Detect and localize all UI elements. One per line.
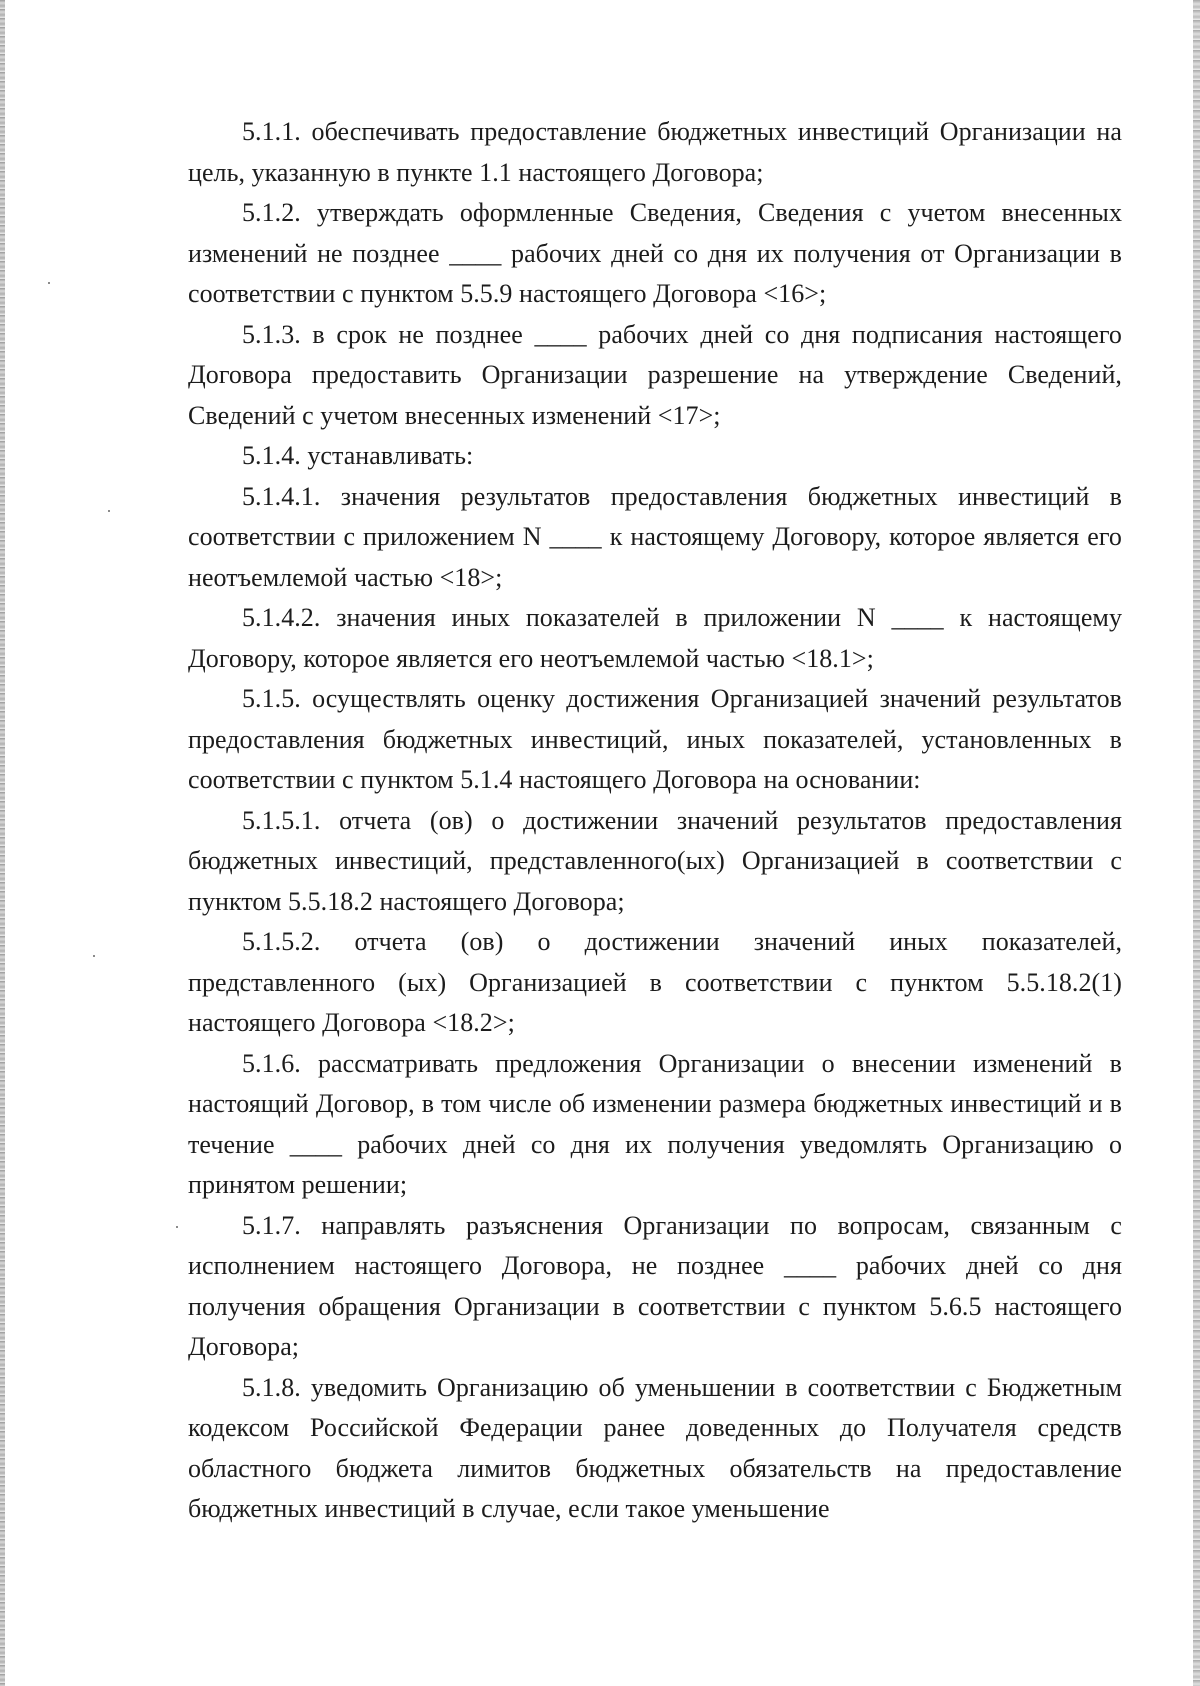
scan-speck xyxy=(176,1226,178,1228)
document-page xyxy=(188,112,1122,1530)
clause-5-1-5-1: 5.1.5.1. отчета (ов) о достижении значений результатов предоставления бюджетных инвестиций, представленного(ых) Организацией в соответствии с пунктом 5.5.18.2 настоящего Договора; xyxy=(188,805,1122,916)
clause-5-1-2: 5.1.2. утверждать оформленные Сведения, Сведения с учетом внесенных изменений не позднее ____ рабочих дней со дня их получения от Организации в соответствии с пунктом 5.5.9 настоящего Договора <16>; xyxy=(188,198,1122,308)
clause-5-1-5-2: 5.1.5.2. отчета (ов) о достижении значений иных показателей, представленного (ых) Организацией в соответствии с пунктом 5.5.18.2(1) настоящего Договора <18.2>; xyxy=(188,927,1122,1037)
clause-5-1-6: 5.1.6. рассматривать предложения Организации о внесении изменений в настоящий Договор, в том числе об изменении размера бюджетных инвестиций и в течение ____ рабочих дней со дня их получения уведомлять Организацию о принятом решении; xyxy=(188,1048,1122,1199)
clause-5-1-1: 5.1.1. обеспечивать предоставление бюджетных инвестиций Организации на цель, указанную в пункте 1.1 настоящего Договора; xyxy=(188,117,1122,187)
scan-speck xyxy=(48,282,50,284)
clause-5-1-8: 5.1.8. уведомить Организацию об уменьшении в соответствии с Бюджетным кодексом Российской Федерации ранее доведенных до Получателя средств областного бюджета лимитов бюджетных обязательств на предоставление бюджетных инвестиций в случае, если такое уменьшение xyxy=(188,1372,1122,1523)
clause-5-1-7: 5.1.7. направлять разъяснения Организации по вопросам, связанным с исполнением настоящего Договора, не позднее ____ рабочих дней со дня получения обращения Организации в соответствии с пунктом 5.6.5 настоящего Договора; xyxy=(188,1210,1122,1361)
clause-5-1-3: 5.1.3. в срок не позднее ____ рабочих дней со дня подписания настоящего Договора предоставить Организации разрешение на утверждение Сведений, Сведений с учетом внесенных изменений <17>; xyxy=(188,319,1122,430)
clause-5-1-4-1: 5.1.4.1. значения результатов предоставления бюджетных инвестиций в соответствии с приложением N ____ к настоящему Договору, которое является его неотъемлемой частью <18>; xyxy=(188,481,1122,592)
scan-edge-right xyxy=(1193,0,1200,1686)
scan-speck xyxy=(93,955,95,957)
clause-5-1-4: 5.1.4. устанавливать: xyxy=(242,441,474,470)
scan-speck xyxy=(108,510,110,512)
clause-5-1-5: 5.1.5. осуществлять оценку достижения Организацией значений результатов предоставления бюджетных инвестиций, иных показателей, установленных в соответствии с пунктом 5.1.4 настоящего Договора на основании: xyxy=(188,684,1122,794)
scan-edge-left xyxy=(0,0,5,1686)
clause-5-1-4-2: 5.1.4.2. значения иных показателей в приложении N ____ к настоящему Договору, которое является его неотъемлемой частью <18.1>; xyxy=(188,603,1122,673)
